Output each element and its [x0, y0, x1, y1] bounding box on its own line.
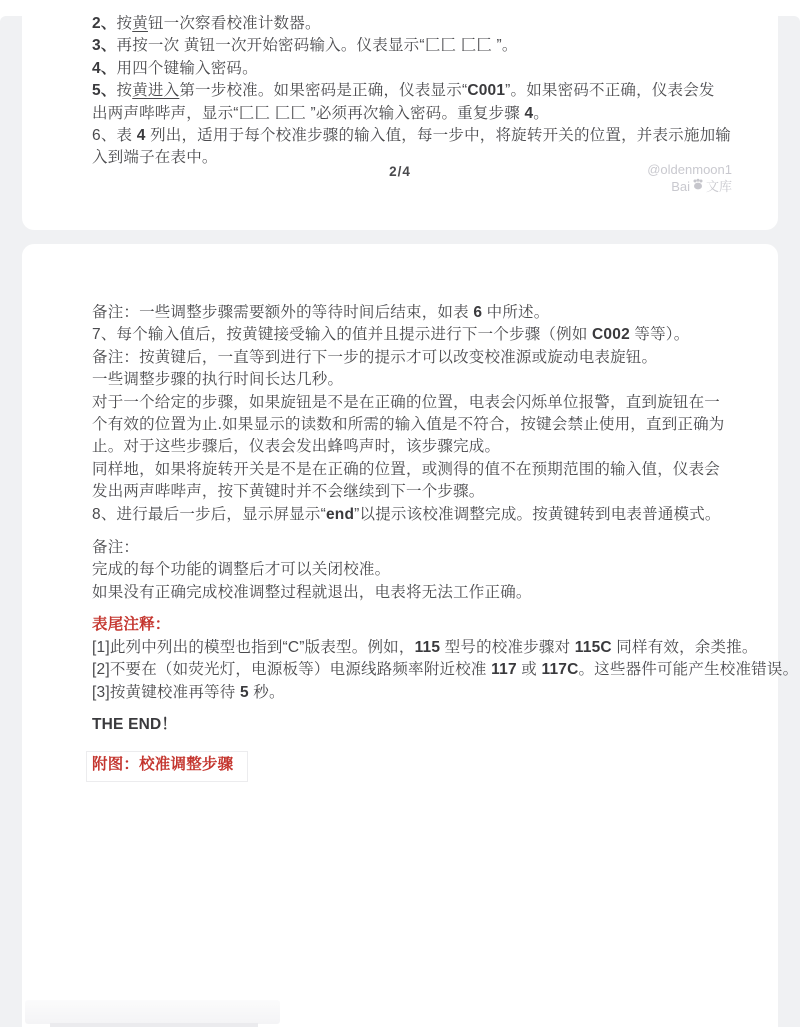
- text-run: 按: [116, 15, 133, 32]
- text-run: 一些调整步骤的执行时间长达几秒。: [92, 371, 344, 389]
- text-run: [3]按黄键校准再等待: [92, 683, 240, 701]
- text-run: [2]不要在（如荧光灯，电源板等）电源线路频率附近校准: [92, 661, 492, 679]
- watermark-brand-left: Bai: [671, 179, 690, 194]
- page-3-body: [92, 302, 799, 782]
- text-run: C002: [592, 326, 630, 344]
- text-run: 117: [491, 661, 517, 679]
- text-run: end: [325, 505, 355, 523]
- text-run: 115C: [574, 638, 612, 656]
- text-line: [92, 481, 720, 503]
- text-run: 4: [136, 127, 146, 145]
- cutoff-figure-preview: [25, 1000, 280, 1024]
- text-line: [92, 103, 720, 125]
- text-run: 完成的每个功能的调整后才可以关闭校准。: [92, 561, 391, 579]
- text-line: [92, 459, 720, 481]
- text-run: 等等）。: [629, 326, 690, 344]
- text-line: [92, 582, 720, 604]
- text-line: [92, 13, 720, 35]
- text-run: 钮一次察看校准计数器。: [147, 15, 321, 32]
- text-line: [92, 35, 720, 57]
- text-run: 。这些器件可能产生校准错误。: [578, 661, 799, 679]
- text-run: 5、: [92, 82, 117, 100]
- text-run: 7、每个输入值后，按黄键接受输入的值并且提示进行下一个步骤（例如: [92, 326, 593, 344]
- text-run: 表尾注释：: [92, 616, 171, 634]
- text-line: [92, 751, 720, 781]
- text-line: [92, 58, 720, 80]
- text-run: 4、: [92, 59, 117, 77]
- text-line: [92, 559, 720, 581]
- text-line: [92, 302, 720, 324]
- text-run: 4: [524, 104, 534, 122]
- text-line: [92, 614, 720, 636]
- text-line: [92, 80, 720, 102]
- watermark-brand-right: 文库: [705, 179, 732, 194]
- text-run: 用四个键输入密码。: [116, 59, 258, 77]
- text-run: 2、: [92, 15, 117, 32]
- text-run: 黄进入: [132, 82, 180, 100]
- page-number: 2/4: [389, 164, 411, 179]
- text-run: 备注：按黄键后，一直等到进行下一步的提示才可以改变校准源或旋动电表旋钮。: [92, 348, 658, 366]
- text-run: 同样有效，余类推。: [611, 638, 758, 656]
- text-run: 117C: [541, 661, 579, 679]
- text-line: [92, 392, 720, 414]
- page-card-3: [22, 244, 799, 1027]
- text-run: 第一步校准。如果密码是正确，仪表显示“: [179, 82, 468, 100]
- text-run: 如果没有正确完成校准调整过程就退出，电表将无法工作正确。: [92, 583, 532, 601]
- text-run: 8、进行最后一步后，显示屏显示“: [92, 505, 326, 523]
- figure-caption-box: [86, 751, 248, 781]
- text-run: ”以提示该校准调整完成。按黄键转到电表普通模式。: [354, 505, 721, 523]
- text-run: 6: [473, 304, 483, 321]
- page-card-2: [22, 0, 778, 230]
- text-line: [92, 682, 720, 704]
- text-line: [92, 504, 720, 526]
- text-line: [92, 347, 720, 369]
- baidu-wenku-logo: [671, 178, 732, 195]
- text-line: [92, 436, 720, 458]
- text-run: 秒。: [248, 683, 285, 701]
- watermark-handle: @oldenmoon1: [647, 162, 732, 177]
- text-line: [92, 714, 720, 736]
- text-run: 列出，适用于每个校准步骤的输入值，每一步中，将旋转开关的位置，并表示施加输: [145, 127, 731, 145]
- text-run: 再按一次 黄钮一次开始密码输入。仪表显示“匚匚 匚匚 ”。: [116, 37, 518, 55]
- text-run: 115: [414, 638, 441, 656]
- text-run: 6、表: [92, 127, 137, 145]
- text-run: 发出两声哔哔声，按下黄键时并不会继续到下一个步骤。: [92, 483, 485, 501]
- text-run: 附图：校准调整步骤: [92, 756, 234, 774]
- text-line: [92, 537, 720, 559]
- text-line: [92, 659, 799, 681]
- text-run: 3、: [92, 37, 117, 55]
- text-run: 止。对于这些步骤后，仪表会发出蜂鸣声时，该步骤完成。: [92, 438, 501, 456]
- text-run: C001: [467, 82, 506, 100]
- text-run: 按: [116, 82, 133, 100]
- text-run: 或: [516, 661, 542, 679]
- text-run: 入到端子在表中。: [92, 149, 218, 167]
- text-run: 。: [533, 104, 549, 122]
- text-run: 同样地，如果将旋转开关是不是在正确的位置，或测得的值不在预期范围的输入值，仪表会: [92, 460, 721, 478]
- text-run: ”。如果密码不正确，仪表会发: [505, 82, 715, 100]
- text-run: 备注：: [92, 539, 140, 557]
- text-line: [92, 414, 725, 436]
- text-run: 5: [239, 683, 249, 701]
- cutoff-figure-edge: [50, 1023, 258, 1027]
- watermark: [647, 161, 732, 195]
- text-line: [92, 125, 731, 147]
- text-run: 对于一个给定的步骤，如果旋钮是不是在正确的位置，电表会闪烁单位报警，直到旋钮在一: [92, 393, 721, 411]
- text-run: [1]此列中列出的模型也指到“C”版表型。例如，: [92, 638, 415, 656]
- text-run: 型号的校准步骤对: [440, 638, 575, 656]
- text-line: [92, 369, 720, 391]
- text-run: 备注：一些调整步骤需要额外的等待时间后结束，如表: [92, 304, 474, 321]
- text-line: [92, 637, 758, 659]
- text-run: THE END！: [92, 715, 178, 733]
- text-run: 个有效的位置为止.如果显示的读数和所需的输入值是不符合，按键会禁止使用，直到正确为: [92, 416, 725, 434]
- text-run: 出两声哔哔声，显示“匚匚 匚匚 ”必须再次输入密码。重复步骤: [92, 104, 525, 122]
- paw-icon: [691, 178, 705, 195]
- text-run: 黄: [132, 15, 148, 32]
- text-line: [92, 324, 720, 346]
- text-run: 中所述。: [482, 304, 550, 321]
